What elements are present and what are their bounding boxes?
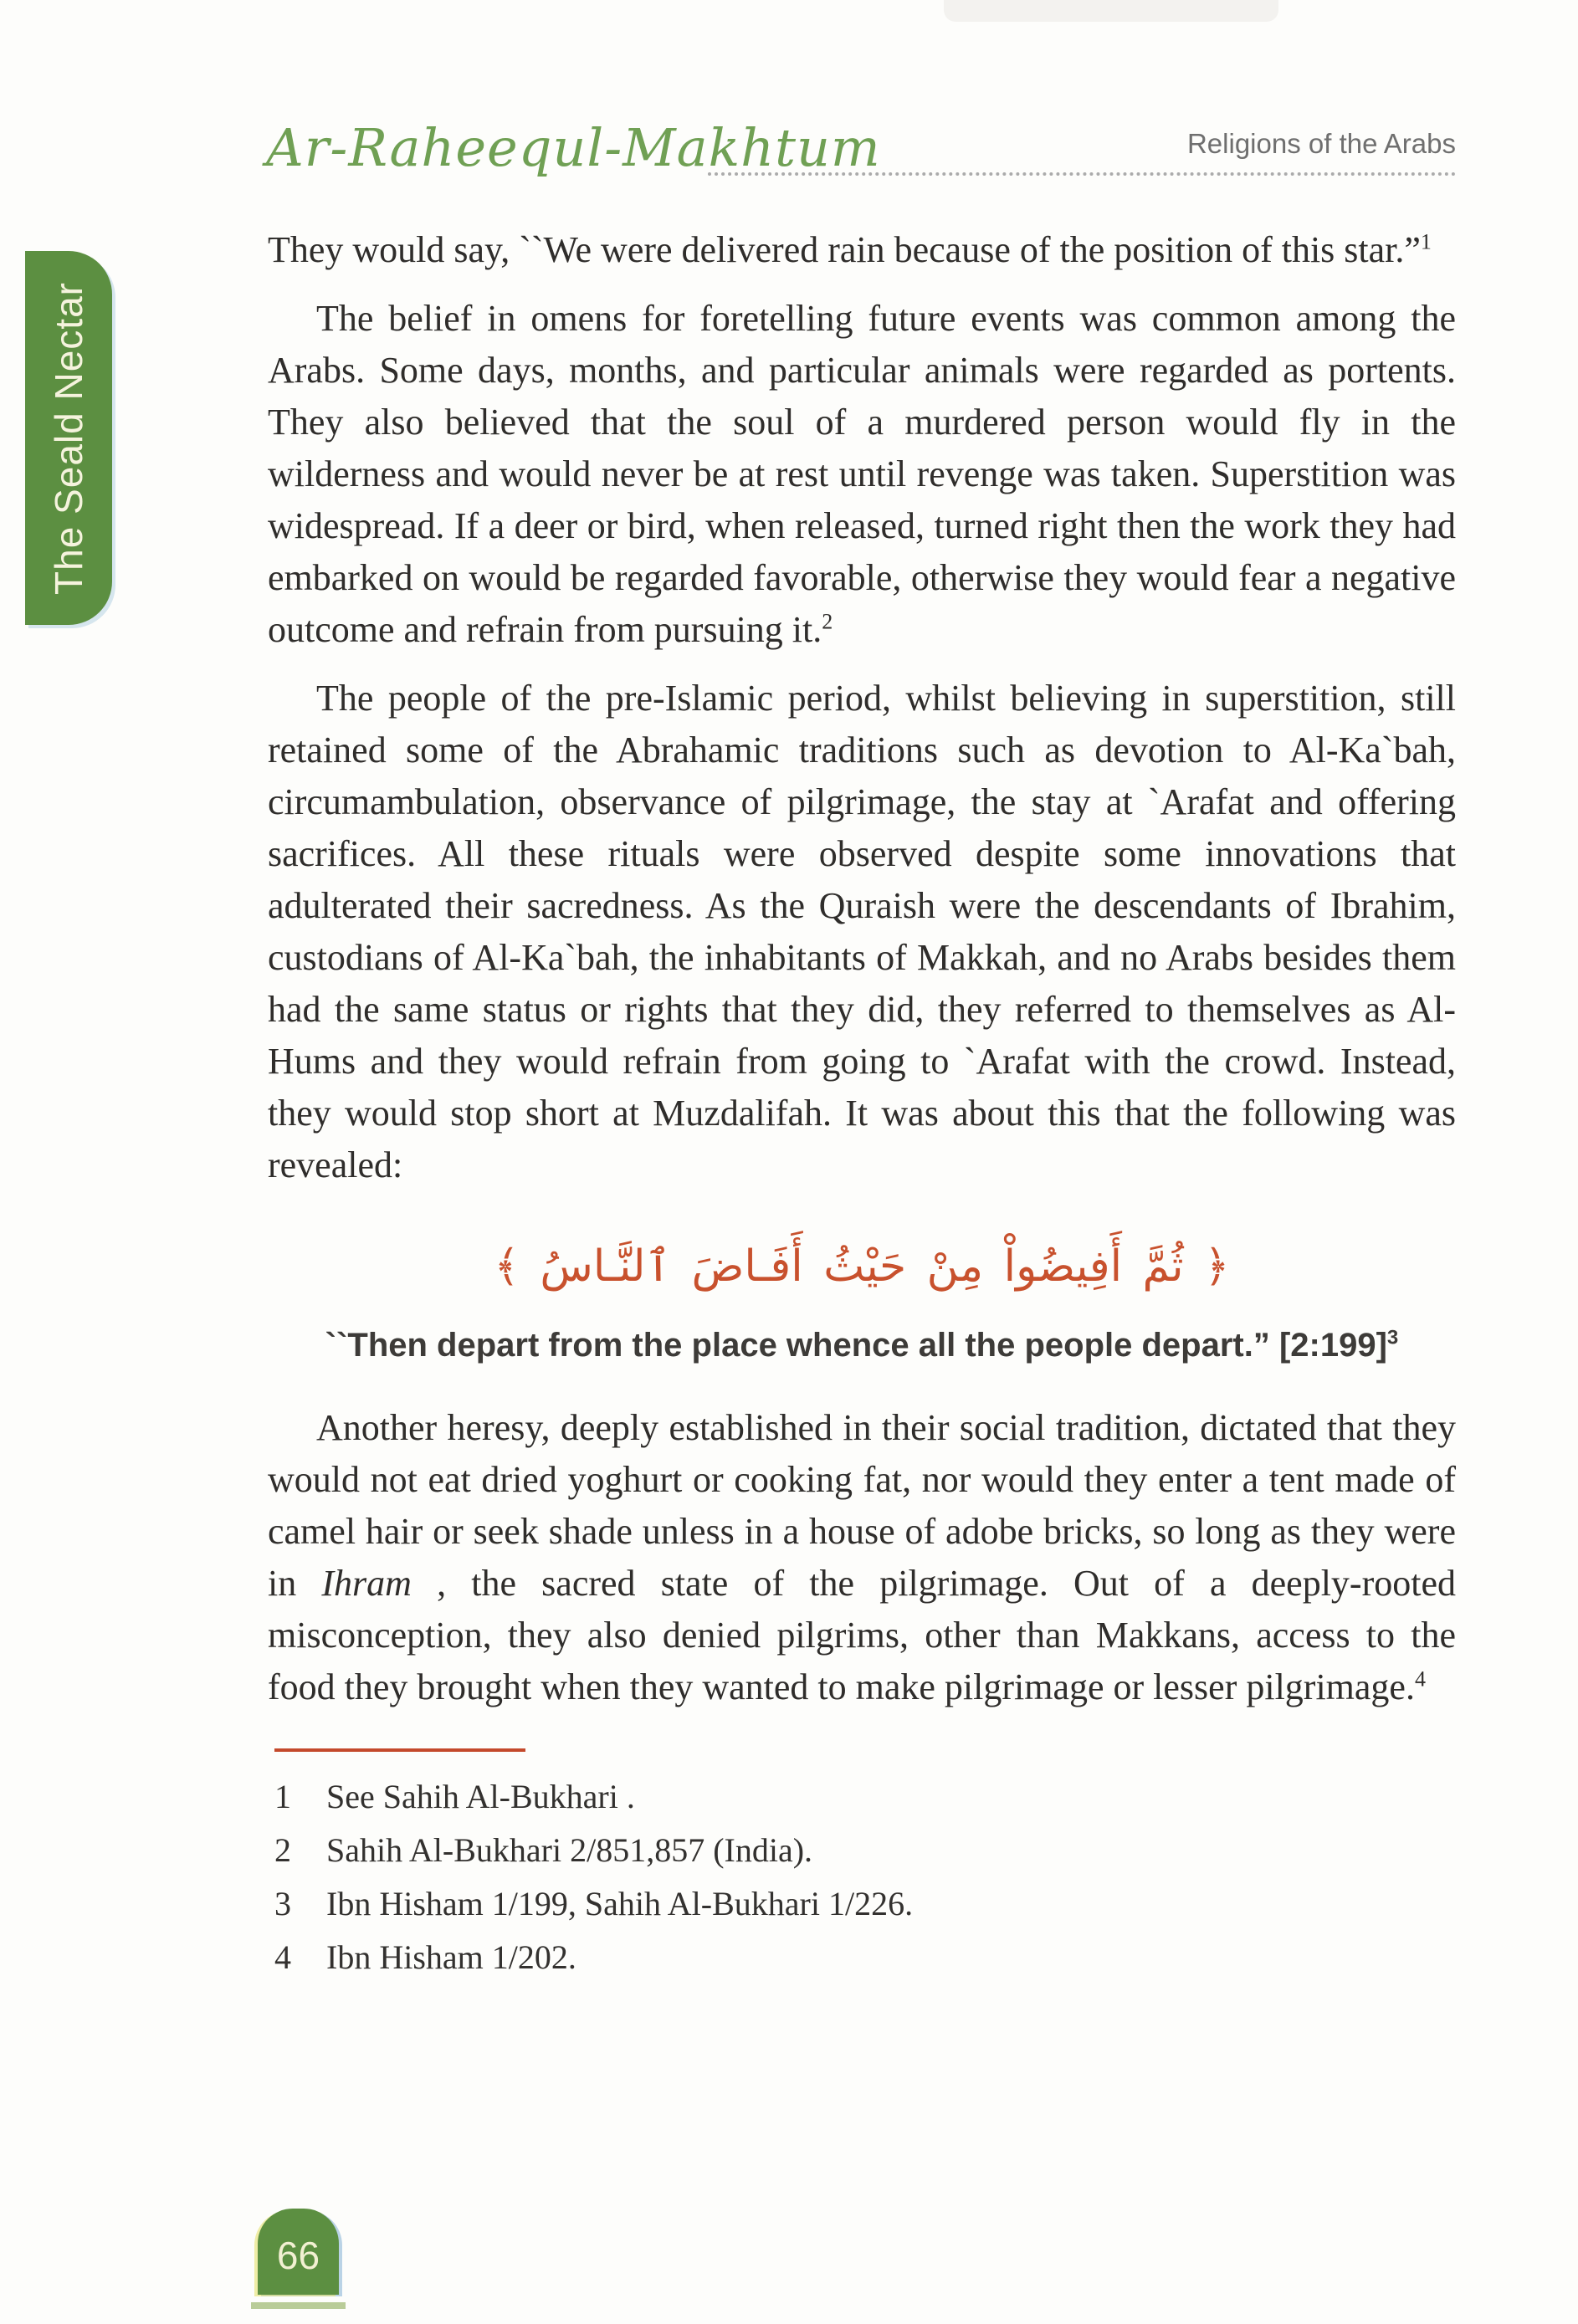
footnote-item: [268, 1877, 1456, 1931]
footnote-text: Sahih Al-Bukhari 2/851,857 (India).: [326, 1831, 813, 1869]
book-title-script: Ar-Raheequl-Makhtum: [266, 117, 881, 178]
footnote-text: Ibn Hisham 1/202.: [326, 1938, 576, 1976]
verse-translation: ``Then depart from the place whence all the people depart.” [2:199]$^3$: [325, 1326, 1399, 1364]
body-paragraph: The belief in omens for foretelling future events was common among the Arabs. Some days, months, and particular animals were regarded as portents. They also believed that the soul of a murdered person would fly in the wilderness and would never be at rest until revenge was taken. Superstition was widespread. If a deer or bird, when released, turned right then the work they had embarked on would be regarded favorable, otherwise they would fear a negative outcome and refrain from pursuing it.$^2$: [268, 298, 1456, 650]
footnote-separator-rule: [274, 1748, 525, 1752]
body-paragraph: Another heresy, deeply established in their social tradition, dictated that they would not eat dried yoghurt or cooking fat, nor would they enter a tent made of camel hair or seek shade unless in a house of adobe bricks, so long as they were in Ihram , the sacred state of the pilgrimage. Out of a deeply-rooted misconception, they also denied pilgrims, other than Makkans, access to the food they brought when they wanted to make pilgrimage or lesser pilgrimage.$^4$: [268, 1407, 1456, 1707]
body-blocks: [268, 224, 1456, 1713]
scan-artifact: [944, 0, 1278, 22]
body-column: [268, 224, 1456, 1984]
footnote-item: [268, 1770, 1456, 1824]
badge-underline: [251, 2302, 346, 2309]
footnotes-list: [268, 1770, 1456, 1984]
section-title: Religions of the Arabs: [1186, 128, 1456, 159]
footnote-text: Ibn Hisham 1/199, Sahih Al-Bukhari 1/226.: [326, 1885, 914, 1922]
footnote-text: See Sahih Al-Bukhari .: [326, 1778, 635, 1815]
page-number-badge: [258, 2209, 339, 2295]
footnote-number: 1: [274, 1778, 291, 1815]
body-paragraph: The people of the pre-Islamic period, whilst believing in superstition, still retained some of the Abrahamic traditions such as devotion to Al-Ka`bah, circumambulation, observance of pilgrimage, the stay at `Arafat and offering sacrifices. All these rituals were observed despite some innovations that adulterated their sacredness. As the Quraish were the descendants of Ibrahim, custodians of Al-Ka`bah, the inhabitants of Makkah, and no Arabs besides them had the same status or rights that they did, they referred to themselves as Al-Hums and they would refrain from going to `Arafat with the crowd. Instead, they would stop short at Muzdalifah. It was about this that the following was revealed:: [268, 678, 1456, 1185]
sidebar-tab: [25, 251, 112, 625]
footnote-number: 4: [274, 1938, 291, 1976]
header-dotted-rule: [708, 157, 1456, 176]
footnote-number: 2: [274, 1831, 291, 1869]
page-number: 66: [276, 2233, 320, 2277]
footnote-number: 3: [274, 1885, 291, 1922]
footnote-item: [268, 1824, 1456, 1877]
quran-verse-arabic: ﴿ ثُمَّ أَفِيضُواْ مِنْ حَيْثُ أَفَـاضَ ٱلنَّـاسُ ﴾: [494, 1241, 1230, 1292]
body-paragraph: They would say, ``We were delivered rain because of the position of this star.”$^1$: [268, 229, 1432, 270]
sidebar-tab-label: The Seald Nectar: [47, 281, 90, 595]
footnote-item: [268, 1931, 1456, 1984]
